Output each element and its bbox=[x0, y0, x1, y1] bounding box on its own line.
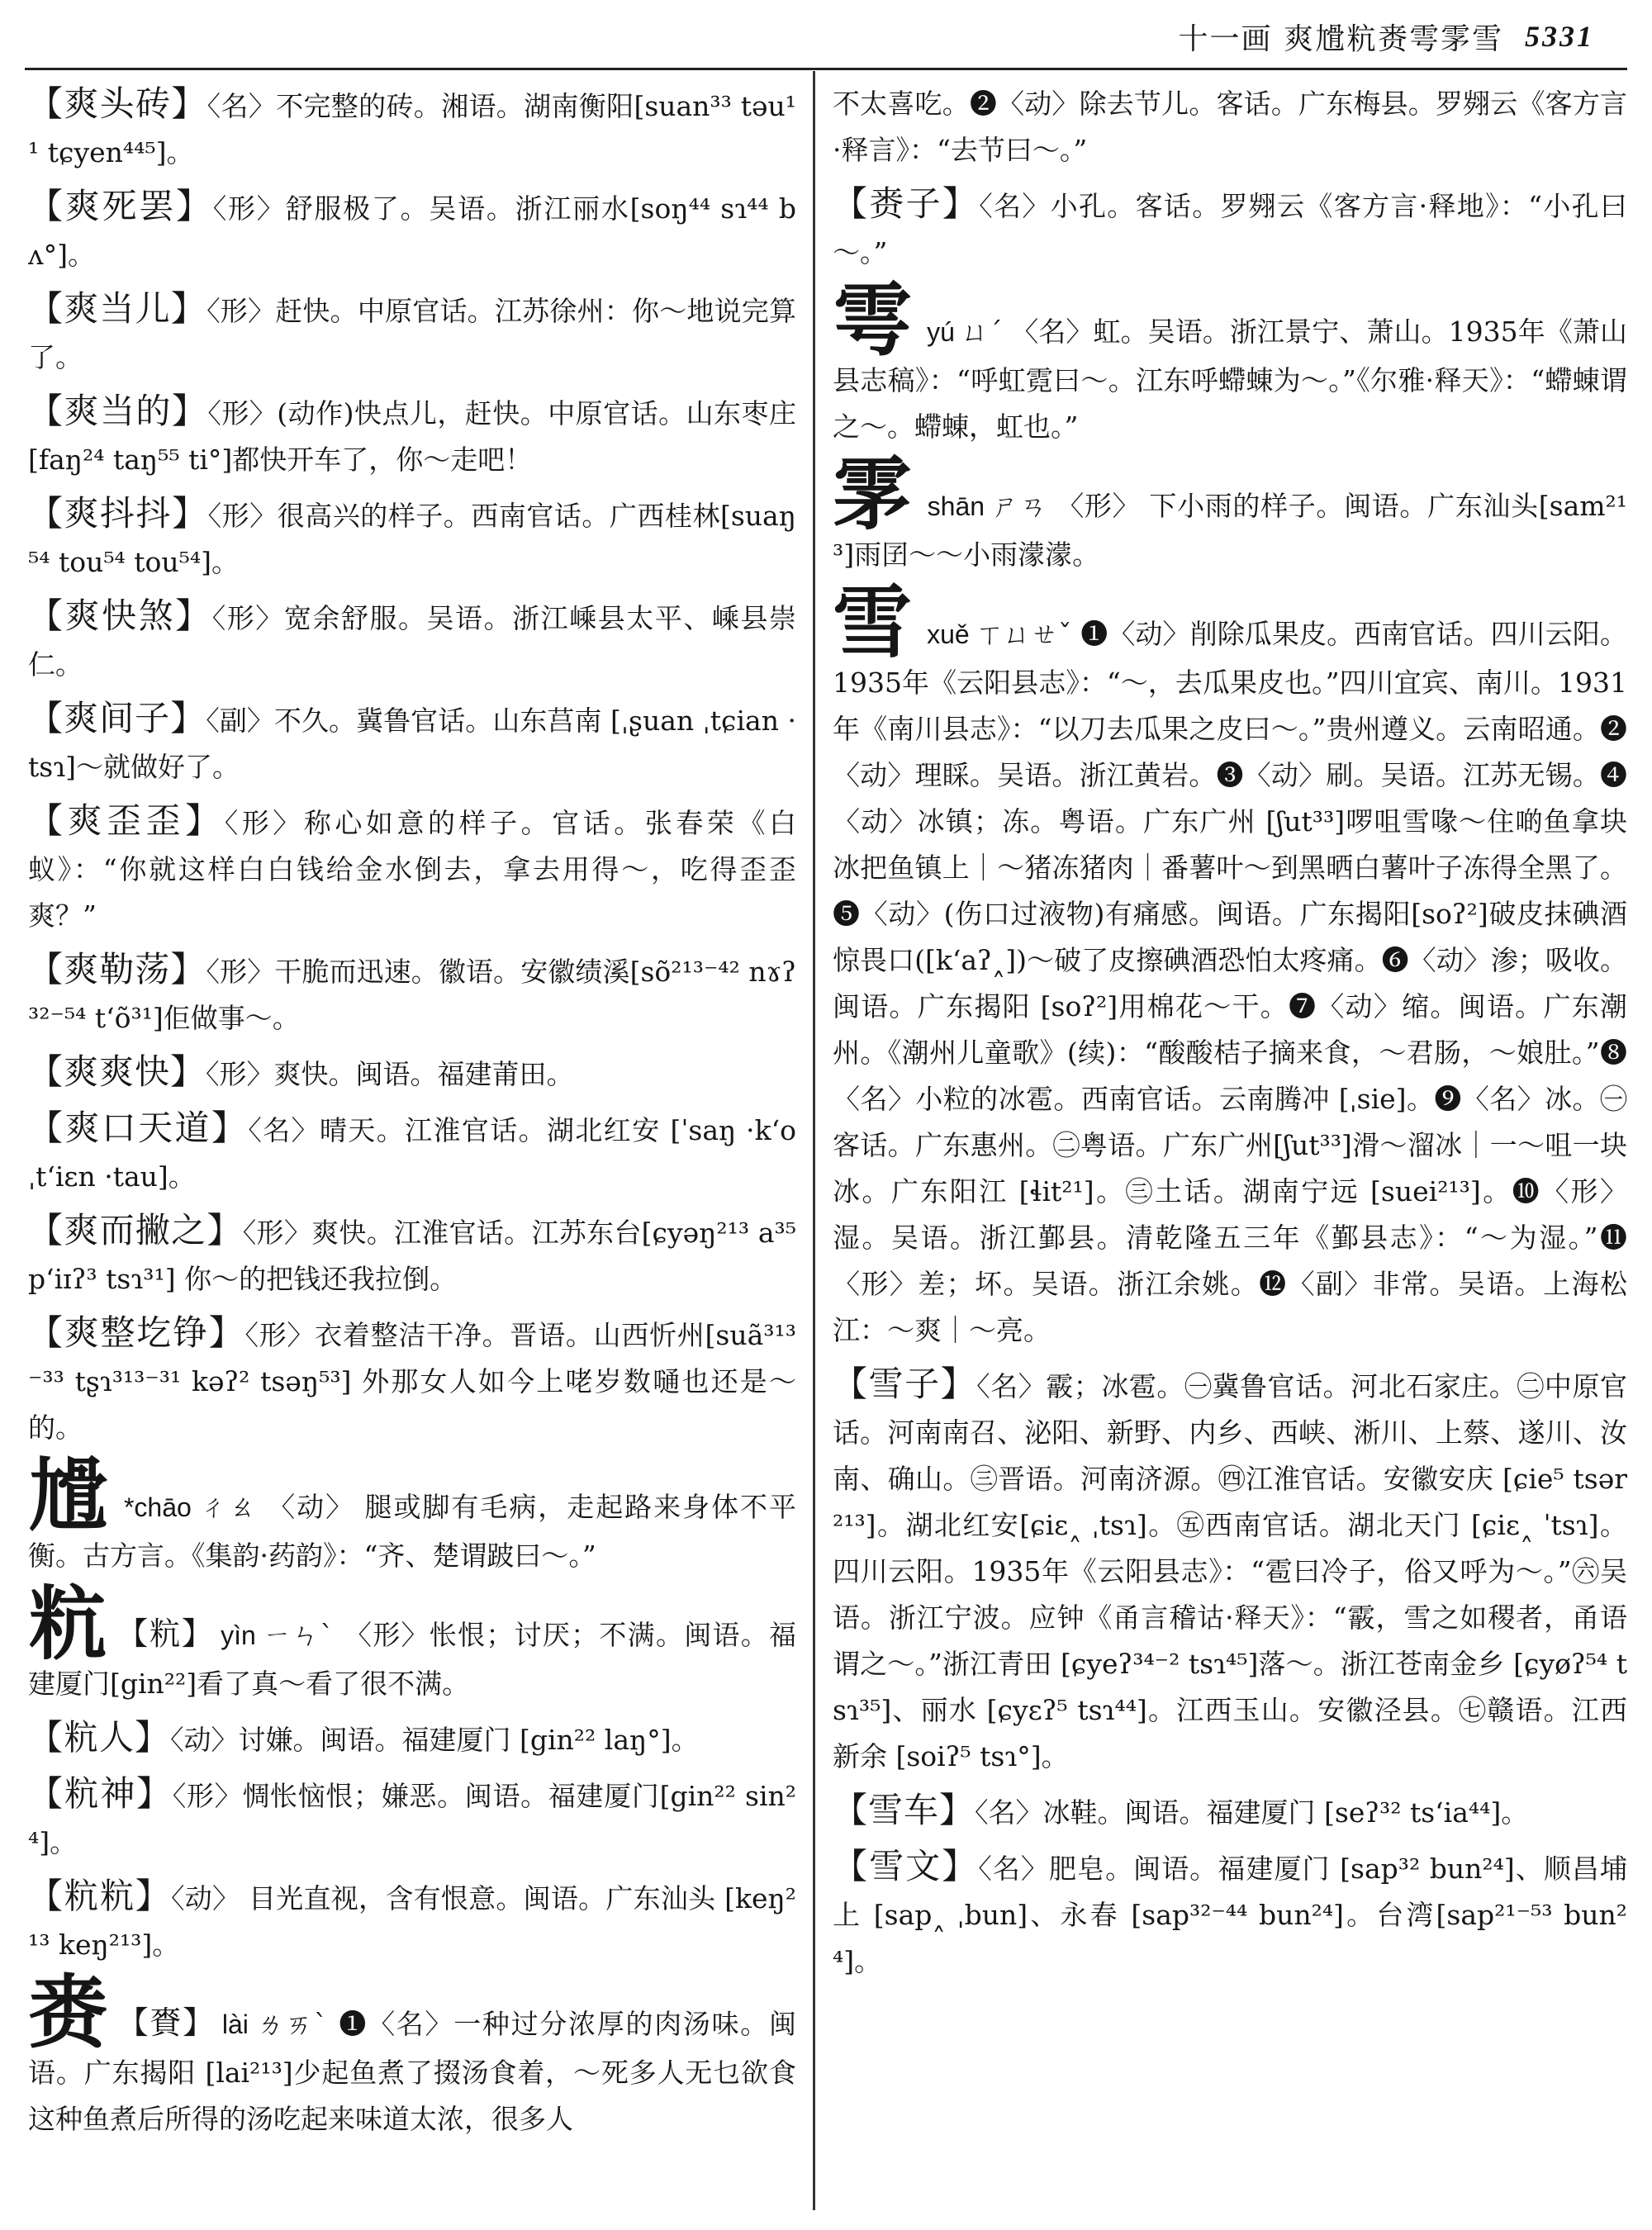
dictionary-entry: 【粇人】〈动〉讨嫌。闽语。福建厦门 [gin²² laŋ°]。 bbox=[28, 1717, 699, 1758]
dictionary-entry: 【爽抖抖】〈形〉很高兴的样子。西南官话。广西桂林[suaŋ⁵⁴ tou⁵⁴ tou⁵⁴]。 bbox=[28, 493, 796, 578]
headword-character: 雺 bbox=[833, 448, 913, 541]
character-entry-yin: 粇 【粇】 yìn ㄧㄣˋ 〈形〉怅恨；讨厌；不满。闽语。福建厦门[gin²²]看了真～看了很不满。 bbox=[28, 1577, 796, 1700]
left-column bbox=[28, 81, 796, 2212]
dictionary-entry: 【雪车】〈名〉冰鞋。闽语。福建厦门 [seʔ³² ts‘ia⁴⁴]。 bbox=[833, 1790, 1529, 1830]
dictionary-entry: 【爽整圪铮】〈形〉衣着整洁干净。晋语。山西忻州[suã³¹³⁻³³ tʂɿ³¹³⁻³¹ kəʔ² tsəŋ⁵³] 外那女人如今上咾岁数嗵也还是～的。 bbox=[28, 1312, 796, 1444]
dictionary-entry: 【爽当儿】〈形〉赶快。中原官话。江苏徐州：你～地说完算了。 bbox=[28, 288, 796, 373]
dictionary-entry: 【爽歪歪】〈形〉称心如意的样子。官话。张春荣《白蚁》：“你就这样白白钱给金水倒去，拿去用得～，吃得歪歪爽？” bbox=[28, 800, 796, 932]
headword-character: 雪 bbox=[833, 576, 913, 669]
headword-character: 赉 bbox=[28, 1966, 109, 2059]
dictionary-entry: 【雪子】〈名〉霰；冰雹。㊀冀鲁官话。河北石家庄。㊁中原官话。河南南召、泌阳、新野、内乡、西峡、淅川、上蔡、遂川、汝南、确山。㊂晋语。河南济源。㊃江淮官话。安徽安庆 [ɕie⁵ tsər²¹³]。湖北红安[ɕiɛ˰ ˌtsɿ]。㊄西南官话。湖北天门 [ɕiɛ˰ ˈtsɿ]。四川云阳。1935年《云阳县志》：“雹曰冷子，俗又呼为～。”㊅吴语。浙江宁波。应钟《甬言稽诂·释天》：“霰，雪之如稷者，甬语谓之～。”浙江青田 [ɕyeʔ³⁴⁻² tsɿ⁴⁵]落～。浙江苍南金乡 [ɕyøʔ⁵⁴ tsɿ³⁵]、丽水 [ɕyɛʔ⁵ tsɿ⁴⁴]。江西玉山。安徽泾县。㊆赣语。江西新余 [soiʔ⁵ tsɿ°]。 bbox=[833, 1364, 1627, 1772]
running-header bbox=[1179, 15, 1594, 58]
dictionary-entry: 【爽间子】〈副〉不久。冀鲁官话。山东莒南 [ˌʂuan ˌtɕian ·tsɿ]～就做好了。 bbox=[28, 698, 796, 783]
character-entry-yu: 雩yú ㄩˊ 〈名〉虹。吴语。浙江景宁、萧山。1935年《萧山县志稿》：“呼虹霓曰～。江东呼螮蝀为～。”《尔雅·释天》：“螮蝀谓之～。螮蝀，虹也。” bbox=[833, 273, 1627, 443]
dictionary-entry: 【爽口天道】〈名〉晴天。江淮官话。湖北红安 [ˈsaŋ ·k‘o ˌt‘iɛn ·tau]。 bbox=[28, 1108, 796, 1193]
dictionary-entry: 【爽头砖】〈名〉不完整的砖。湘语。湖南衡阳[suan³³ təu¹¹ tɕyen⁴⁴⁵]。 bbox=[28, 83, 796, 168]
dictionary-entry: 【粇粇】〈动〉 目光直视，含有恨意。闽语。广东汕头 [keŋ²¹³ keŋ²¹³]。 bbox=[28, 1876, 796, 1961]
dictionary-entry: 【雪文】〈名〉肥皂。闽语。福建厦门 [sap³² bun²⁴]、顺昌埔上 [sap˰ ˌbun]、永春 [sap³²⁻⁴⁴ bun²⁴]。台湾[sap²¹⁻⁵³ bun²⁴]。 bbox=[833, 1846, 1627, 1977]
dictionary-entry: 【爽勒荡】〈形〉干脆而迅速。徽语。安徽绩溪[sõ²¹³⁻⁴² nɤʔ³²⁻⁵⁴ t‘õ³¹]佢做事～。 bbox=[28, 949, 796, 1034]
character-entry-shan: 雺shān ㄕㄢ 〈形〉 下小雨的样子。闽语。广东汕头[sam²¹³]雨囝～～小雨濛濛。 bbox=[833, 448, 1627, 571]
dictionary-entry: 【爽当的】〈形〉(动作)快点儿，赶快。中原官话。山东枣庄[faŋ²⁴ taŋ⁵⁵ ti°]都快开车了，你～走吧！ bbox=[28, 391, 796, 476]
header-rule bbox=[25, 68, 1627, 70]
headword-character: 粇 bbox=[28, 1577, 109, 1670]
header-title: 十一画 爽尳粇赉雩雺雪 bbox=[1178, 21, 1503, 56]
character-entry-lai: 赉 【賚】 lài ㄌㄞˋ ❶〈名〉一种过分浓厚的肉汤味。闽语。广东揭阳 [lai²¹³]少起鱼煮了掇汤食着，～死多人无乜欲食这种鱼煮后所得的汤吃起来味道太浓，很多人 bbox=[28, 1966, 796, 2135]
dictionary-entry: 【爽爽快】〈形〉爽快。闽语。福建莆田。 bbox=[28, 1051, 574, 1092]
dictionary-entry: 【爽而撇之】〈形〉爽快。江淮官话。江苏东台[ɕyəŋ²¹³ a³⁵ p‘iɪʔ³ tsɿ³¹] 你～的把钱还我拉倒。 bbox=[28, 1210, 796, 1295]
headword-character: 雩 bbox=[833, 273, 913, 367]
column-divider bbox=[813, 71, 815, 2210]
headword-character: 尳 bbox=[28, 1449, 109, 1542]
page-number: 5331 bbox=[1525, 20, 1594, 53]
right-column bbox=[833, 81, 1627, 2212]
entry-continuation: 不太喜吃。❷〈动〉除去节儿。客话。广东梅县。罗翙云《客方言·释言》：“去节曰～。” bbox=[833, 88, 1627, 166]
dictionary-entry: 【赉子】〈名〉小孔。客话。罗翙云《客方言·释地》：“小孔曰～。” bbox=[833, 183, 1627, 268]
character-entry-chao: 尳 *chāo ㄔㄠ 〈动〉 腿或脚有毛病，走起路来身体不平衡。古方言。《集韵·药韵》：“齐、楚谓跛曰～。” bbox=[28, 1449, 796, 1572]
dictionary-entry: 【爽死罢】〈形〉舒服极了。吴语。浙江丽水[soŋ⁴⁴ sɿ⁴⁴ bʌ°]。 bbox=[28, 186, 796, 271]
dictionary-entry: 【粇神】〈形〉惆怅恼恨；嫌恶。闽语。福建厦门[gin²² sin²⁴]。 bbox=[28, 1773, 796, 1858]
dictionary-entry: 【爽快煞】〈形〉宽余舒服。吴语。浙江嵊县太平、嵊县崇仁。 bbox=[28, 595, 796, 681]
character-entry-xue: 雪xuě ㄒㄩㄝˇ ❶〈动〉削除瓜果皮。西南官话。四川云阳。1935年《云阳县志》：“～，去瓜果皮也。”四川宜宾、南川。1931年《南川县志》：“以刀去瓜果之皮曰～。”贵州遵义。云南昭通。❷〈动〉理睬。吴语。浙江黄岩。❸〈动〉刷。吴语。江苏无锡。❹〈动〉冰镇；冻。粤语。广东广州 [ʃut³³]啰咀雪喙～住啲鱼拿块冰把鱼镇上｜～猪冻猪肉｜番薯叶～到黑晒白薯叶子冻得全黑了。❺〈动〉(伤口过液物)有痛感。闽语。广东揭阳[soʔ²]破皮抹碘酒惊畏口([k‘aʔ˰])～破了皮擦碘酒恐怕太疼痛。❻〈动〉渗；吸收。闽语。广东揭阳 [soʔ²]用棉花～干。❼〈动〉缩。闽语。广东潮州。《潮州儿童歌》(续)：“酸酸桔子摘来食，～君肠，～娘肚。”❽〈名〉小粒的冰雹。西南官话。云南腾冲 [ˌsie]。❾〈名〉冰。㊀客话。广东惠州。㊁粤语。广东广州[ʃut³³]滑～溜冰｜一～咀一块冰。广东阳江 [ɬit²¹]。㊂土话。湖南宁远 [suei²¹³]。❿〈形〉湿。吴语。浙江鄞县。清乾隆五三年《鄞县志》：“～为湿。”⓫〈形〉差；坏。吴语。浙江余姚。⓬〈副〉非常。吴语。上海松江：～爽｜～亮。 bbox=[833, 576, 1627, 1346]
